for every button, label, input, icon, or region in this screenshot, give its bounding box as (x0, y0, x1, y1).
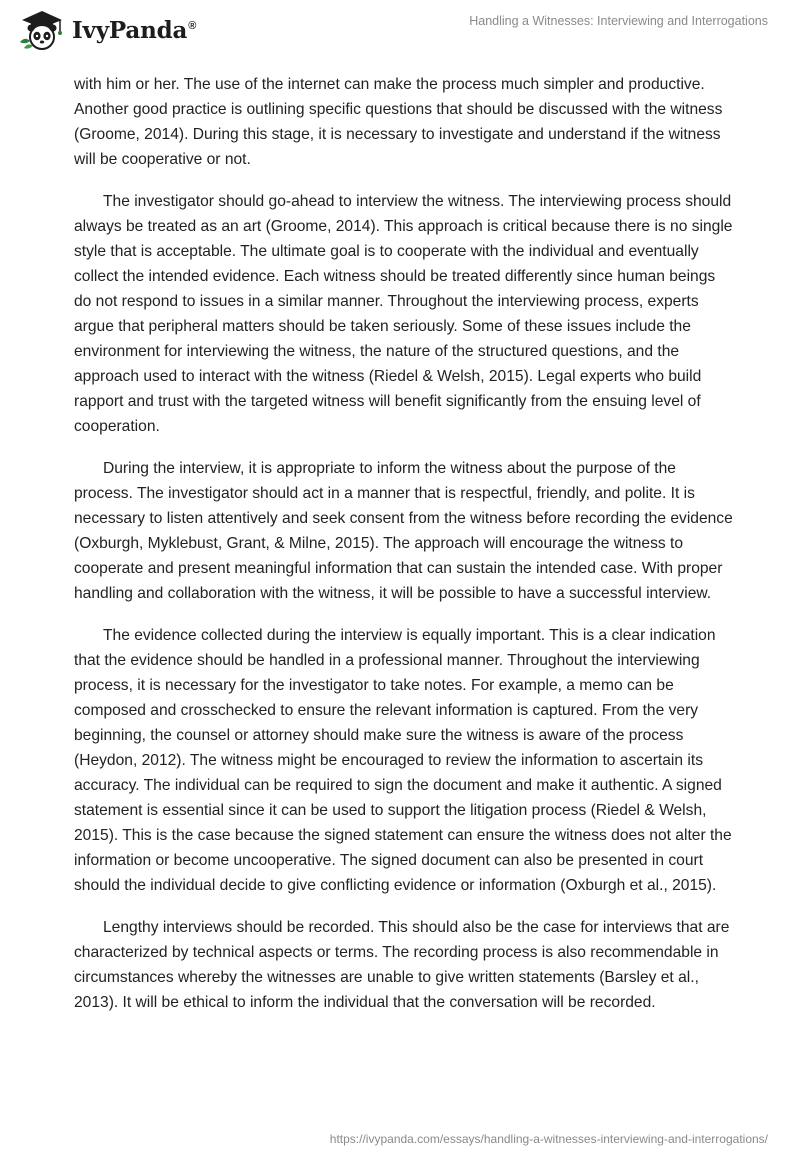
document-title: Handling a Witnesses: Interviewing and Interrogations (469, 14, 768, 28)
paragraph-4: The evidence collected during the interview is equally important. This is a clear indication that the evidence should be handled in a professional manner. Throughout the interviewing process, it is necessary for the investigator to take notes. For example, a memo can be composed and crosschecked to ensure the relevant information is captured. From the very beginning, the counsel or attorney should make sure the witness is aware of the process (Heydon, 2012). The witness might be encouraged to review the information to ascertain its accuracy. The individual can be required to sign the document and make it authentic. A signed statement is essential since it can be used to support the litigation process (Riedel & Welsh, 2015). This is the case because the signed statement can ensure the witness does not alter the information or become uncooperative. The signed document can also be presented in court should the individual decide to give conflicting evidence or information (Oxburgh et al., 2015). (74, 627, 732, 894)
paragraph-2: The investigator should go-ahead to interview the witness. The interviewing process should always be treated as an art (Groome, 2014). This approach is critical because there is no single style that is acceptable. The ultimate goal is to cooperate with the individual and eventually collect the intended evidence. Each witness should be treated differently since human beings do not respond to issues in a similar manner. Throughout the interviewing process, experts argue that peripheral matters should be taken seriously. Some of these issues include the environment for interviewing the witness, the nature of the structured questions, and the approach used to interact with the witness (Riedel & Welsh, 2015). Legal experts who build rapport and trust with the targeted witness will benefit significantly from the ensuing level of cooperation. (74, 193, 733, 435)
paragraph-1: with him or her. The use of the internet can make the process much simpler and productive. Another good practice is outlining specific questions that should be discussed with the witness (Groome, 2014). During this stage, it is necessary to investigate and understand if the witness will be cooperative or not. (74, 76, 723, 168)
source-url-link[interactable]: https://ivypanda.com/essays/handling-a-witnesses-interviewing-and-interrogations/ (329, 1132, 768, 1146)
brand-name: IvyPanda® (72, 16, 197, 44)
panda-graduate-icon (16, 8, 68, 52)
brand-logo[interactable] (16, 8, 196, 52)
paragraph-3: During the interview, it is appropriate to inform the witness about the purpose of the process. The investigator should act in a manner that is respectful, friendly, and polite. It is necessary to listen attentively and seek consent from the witness before recording the evidence (Oxburgh, Myklebust, Grant, & Milne, 2015). The approach will encourage the witness to cooperate and present meaningful information that can sustain the intended case. With proper handling and collaboration with the witness, it will be possible to have a successful interview. (74, 460, 733, 602)
registered-mark: ® (188, 19, 197, 32)
page-header (0, 0, 800, 60)
paragraph-5: Lengthy interviews should be recorded. This should also be the case for interviews that are characterized by technical aspects or terms. The recording process is also recommendable in circumstances whereby the witnesses are unable to give written statements (Barsley et al., 2013). It will be ethical to inform the individual that the conversation will be recorded. (74, 919, 730, 1011)
essay-body (74, 72, 734, 1032)
